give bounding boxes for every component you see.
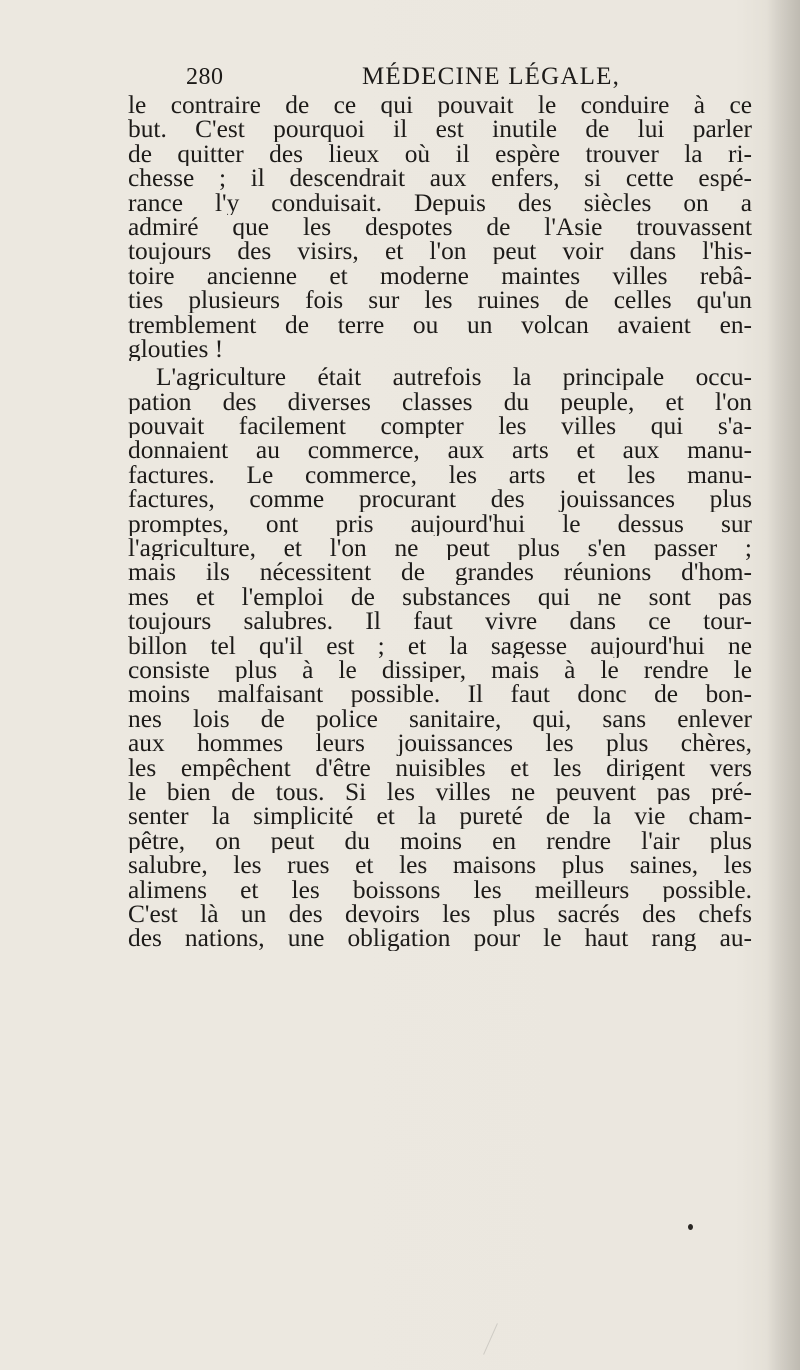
paragraph-2	[128, 365, 752, 950]
text-line: tremblement de terre ou un volcan avaient en-	[128, 312, 752, 337]
text-line: senter la simplicité et la pureté de la vie cham-	[128, 804, 752, 829]
text-line: toire ancienne et moderne maintes villes rebâ-	[128, 263, 752, 289]
text-line: le bien de tous. Si les villes ne peuvent pas pré-	[128, 779, 752, 805]
text-line: rance l'y conduisait. Depuis des siècles on a	[128, 190, 752, 215]
text-line: le contraire de ce qui pouvait le conduire à ce	[128, 93, 752, 118]
text-line: mes et l'emploi de substances qui ne sont pas	[128, 584, 752, 610]
text-line: pêtre, on peut du moins en rendre l'air plus	[128, 828, 752, 854]
body-text	[128, 93, 752, 951]
text-line: des nations, une obligation pour le haut rang au-	[128, 926, 752, 951]
text-line: pouvait facilement compter les villes qui s'a-	[128, 414, 752, 439]
paragraph-1	[128, 93, 752, 361]
text-line: factures. Le commerce, les arts et les manu-	[128, 462, 752, 488]
text-line: alimens et les boissons les meilleurs possible.	[128, 877, 752, 902]
text-line: admiré que les despotes de l'Asie trouvassent	[128, 214, 752, 240]
text-line: toujours salubres. Il faut vivre dans ce tour-	[128, 609, 752, 634]
page-header	[186, 63, 706, 97]
paper-crease	[483, 1323, 498, 1354]
gutter-shadow	[766, 0, 800, 1370]
page-number: 280	[186, 64, 224, 90]
text-line: C'est là un des devoirs les plus sacrés des chefs	[128, 901, 752, 927]
text-line: toujours des visirs, et l'on peut voir dans l'his-	[128, 239, 752, 264]
text-line: factures, comme procurant des jouissances plus	[128, 487, 752, 512]
text-line: but. C'est pourquoi il est inutile de lui parler	[128, 117, 752, 142]
text-line: aux hommes leurs jouissances les plus chères,	[128, 731, 752, 756]
text-line: L'agriculture était autrefois la principale occu-	[156, 365, 752, 390]
text-line: glouties !	[128, 336, 224, 362]
text-line: l'agriculture, et l'on ne peut plus s'en passer ;	[128, 536, 752, 561]
text-line: consiste plus à le dissiper, mais à le rendre le	[128, 657, 752, 683]
text-line: billon tel qu'il est ; et la sagesse aujourd'hui ne	[128, 633, 752, 658]
text-line: donnaient au commerce, aux arts et aux manu-	[128, 438, 752, 463]
text-line: mais ils nécessitent de grandes réunions d'hom-	[128, 560, 752, 585]
text-line: de quitter des lieux où il espère trouver la ri-	[128, 141, 752, 167]
text-line: ties plusieurs fois sur les ruines de celles qu'un	[128, 288, 752, 313]
text-line: nes lois de police sanitaire, qui, sans enlever	[128, 706, 752, 732]
text-line: les empêchent d'être nuisibles et les dirigent vers	[128, 755, 752, 780]
text-line: chesse ; il descendrait aux enfers, si cette espé-	[128, 166, 752, 191]
text-line: promptes, ont pris aujourd'hui le dessus sur	[128, 511, 752, 537]
text-line: moins malfaisant possible. Il faut donc de bon-	[128, 682, 752, 707]
ink-spot	[688, 1224, 693, 1230]
text-line: salubre, les rues et les maisons plus saines, les	[128, 853, 752, 878]
running-title: MÉDECINE LÉGALE,	[362, 63, 621, 90]
text-line: pation des diverses classes du peuple, et l'on	[128, 389, 752, 415]
